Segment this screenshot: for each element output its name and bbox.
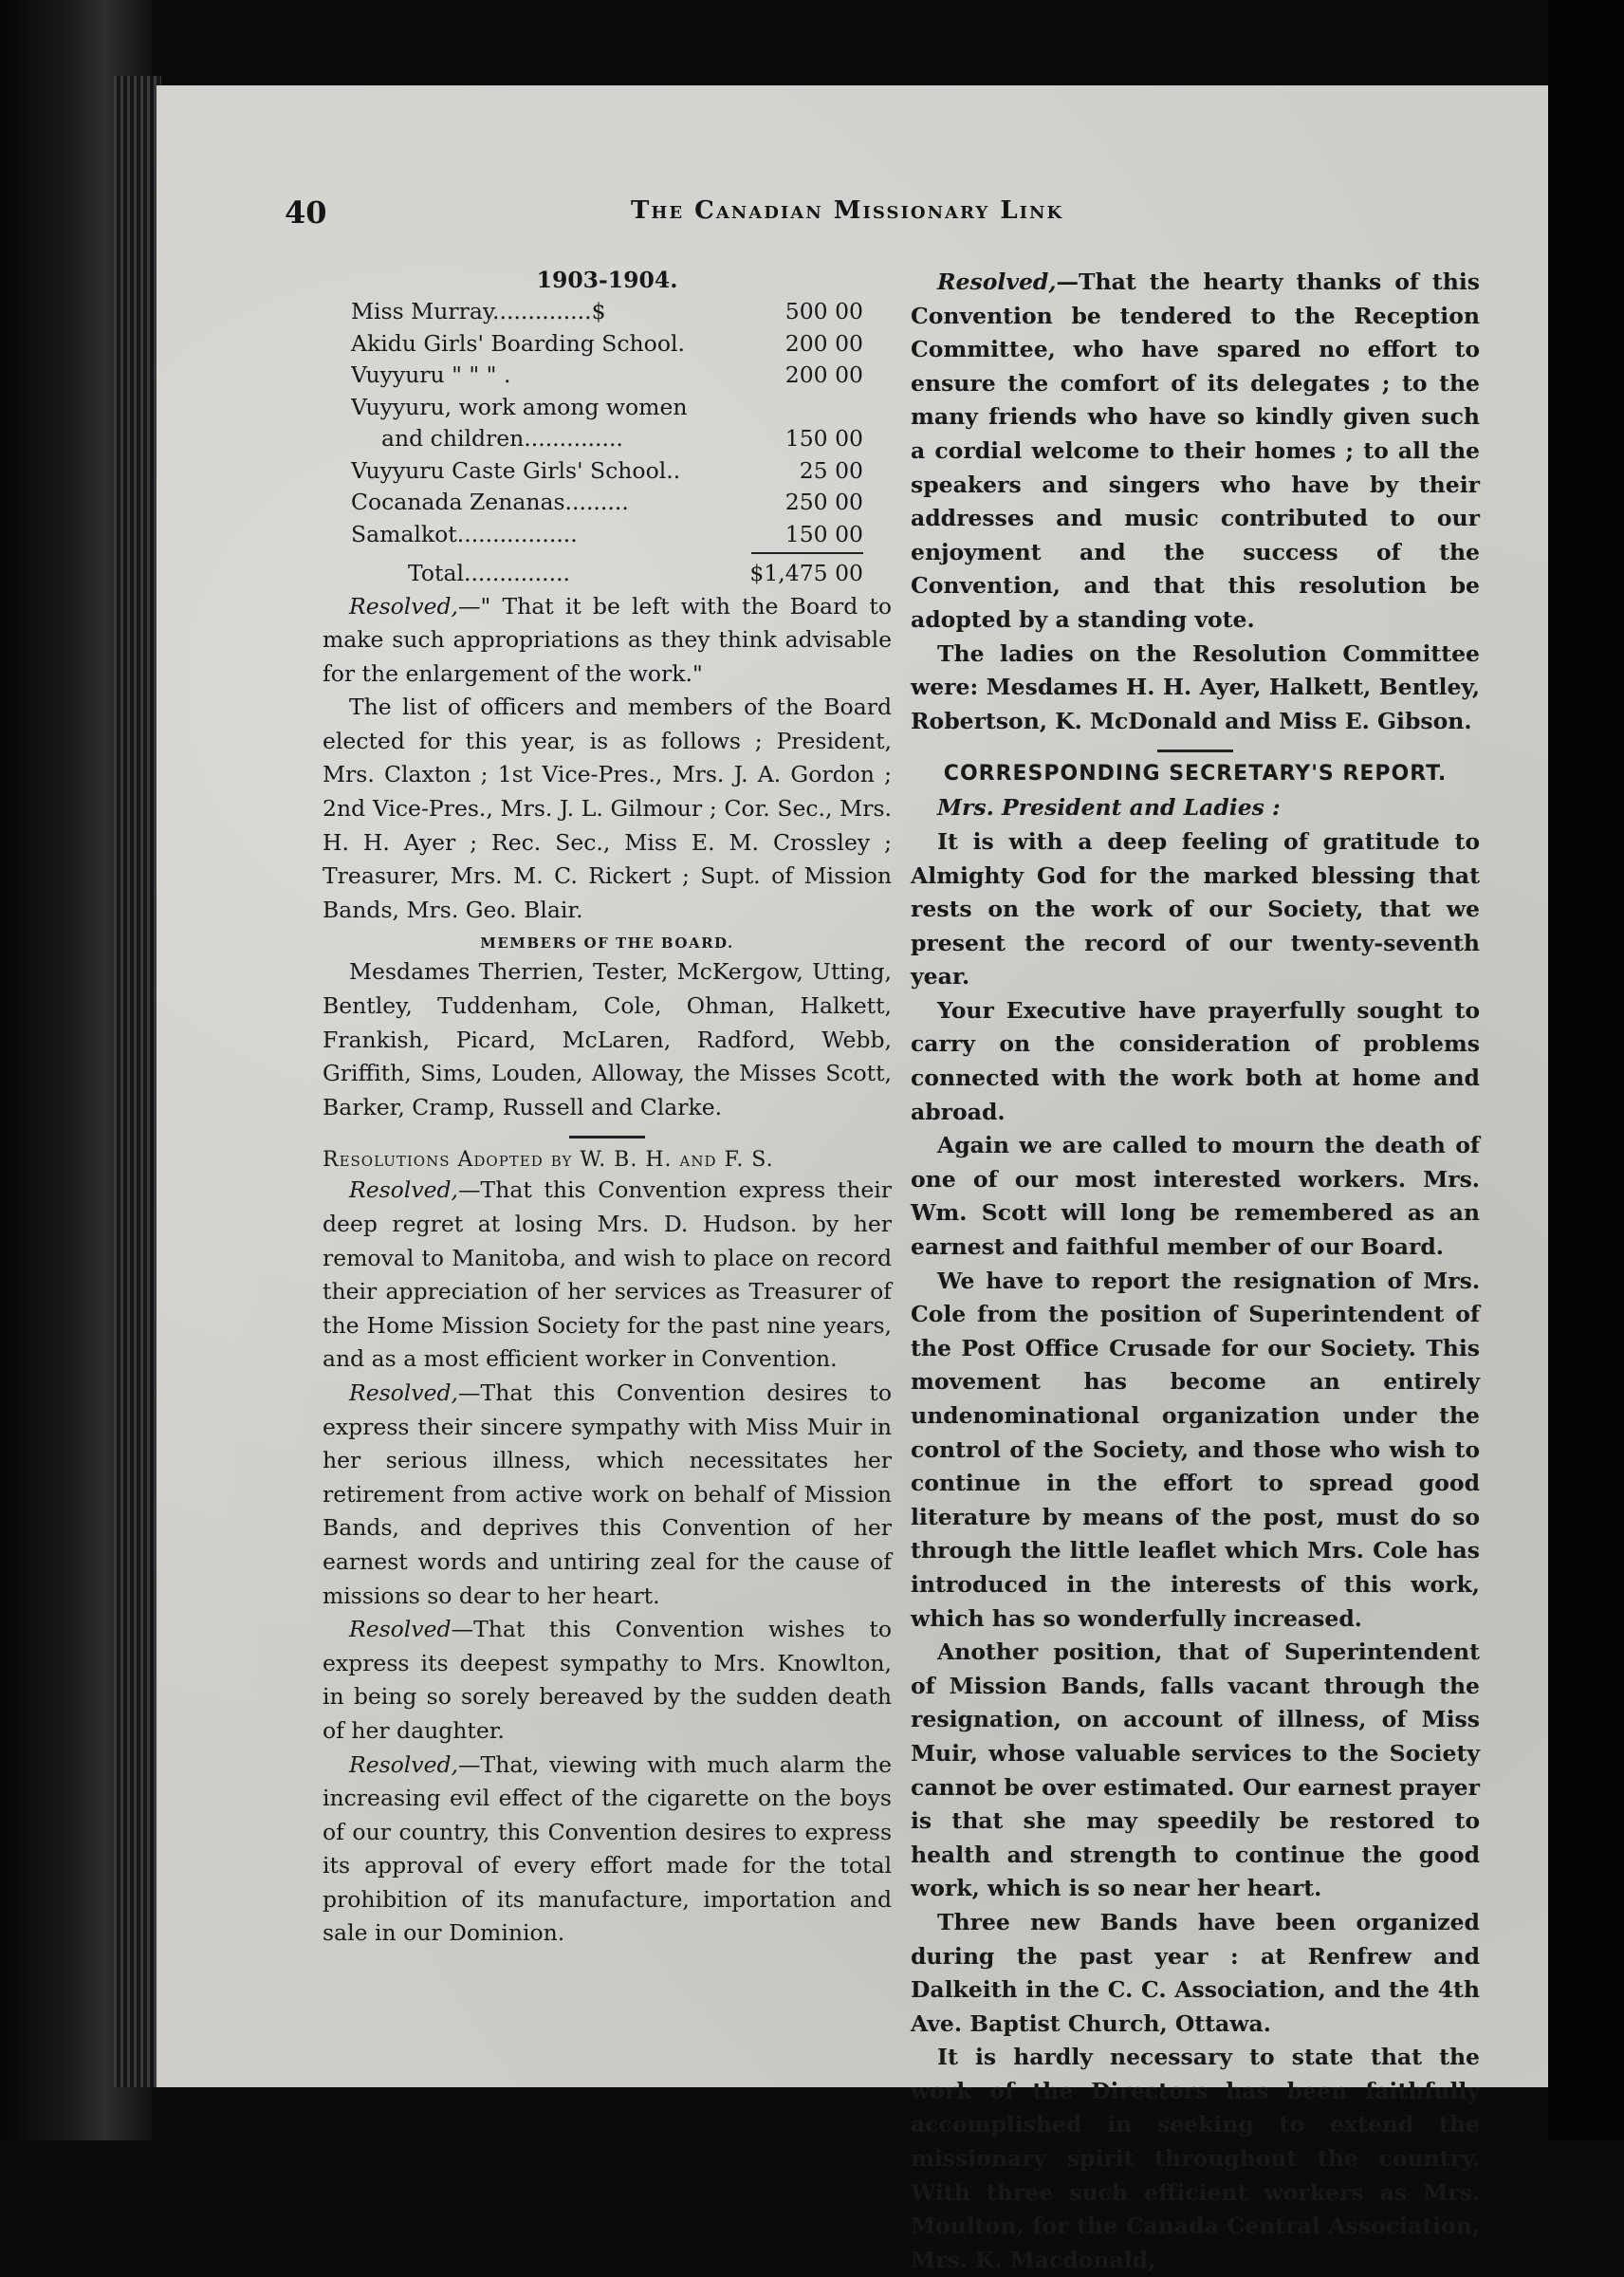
paragraph-text: —That this Convention wishes to express its deepest sympathy to Mrs. Knowlton, in being so sorely bereaved by the sudden death of her daughter.	[323, 1616, 892, 1744]
total-label: Total...............	[408, 560, 571, 586]
members-heading: MEMBERS OF THE BOARD.	[480, 935, 734, 953]
section-divider	[1157, 750, 1233, 752]
appropriations-year: 1903-1904.	[536, 267, 678, 293]
sum-rule	[751, 552, 863, 554]
list-item	[351, 487, 863, 519]
resolved-label: Resolved,	[349, 1176, 459, 1204]
item-amount: 150 00	[784, 520, 863, 547]
item-name: Vuyyuru Caste Girls' School..	[351, 456, 681, 484]
resolved-label: Resolved,	[937, 268, 1057, 295]
resolution-paragraph	[911, 266, 1480, 638]
item-name: Vuyyuru " " " .	[351, 361, 511, 388]
list-item	[351, 296, 863, 328]
journal-title: The Canadian Missionary Link	[631, 196, 1064, 225]
resolved-label: Resolved	[349, 1616, 452, 1643]
report-paragraph: It is with a deep feeling of gratitude to Almighty God for the marked blessing that rests on the work of our Society, that we present the record of our twenty-seventh year.	[911, 827, 1480, 990]
item-name: and children..............	[381, 425, 623, 452]
resolution-paragraph	[323, 590, 892, 692]
item-name: Samalkot.................	[351, 520, 578, 547]
resolution-paragraph	[323, 1174, 892, 1377]
scan-border	[1548, 0, 1624, 2140]
committee-paragraph: The ladies on the Resolution Committee were: Mesdames H. H. Ayer, Halkett, Bentley, Robertson, K. McDonald and Miss E. Gibson.	[911, 639, 1480, 734]
item-amount: 500 00	[784, 298, 863, 324]
report-paragraph: Again we are called to mourn the death of one of our most interested workers. Mrs. Wm. Scott will long be remembered as an earnest and faithful member of our Board.	[911, 1132, 1480, 1261]
resolution-paragraph	[323, 1377, 892, 1613]
list-item	[351, 392, 863, 424]
item-amount: 25 00	[799, 456, 863, 484]
right-column	[911, 266, 1480, 2277]
appropriations-total	[408, 558, 863, 590]
report-paragraph: Another position, that of Superintendent of Mission Bands, falls vacant through the resignation, on account of illness, of Miss Muir, whose valuable services to the Society cannot be over estimated. Our earnest prayer is that she may speedily be restored to health and strength to continue the good work, which is so near her heart.	[911, 1638, 1480, 1902]
total-amount: $1,475 00	[749, 560, 863, 586]
section-divider	[569, 1136, 645, 1138]
running-header	[285, 194, 1518, 232]
item-amount	[751, 392, 863, 424]
resolution-paragraph	[323, 1613, 892, 1748]
report-paragraph: It is hardly necessary to state that the work of the Directors has been faithfully accomplished in seeking to extend the missionary spirit throughout the country. With three such efficient workers as Mrs. Moulton, for the Canada Central Association, Mrs. K. Macdonald,	[911, 2044, 1480, 2273]
list-item	[351, 328, 863, 361]
paragraph-text: —That this Convention desires to express their sincere sympathy with Miss Muir in her serious illness, which necessitates her retirement from active work on behalf of Mission Bands, and deprives this Convention of her earnest words and untiring zeal for the cause of missions so dear to her heart.	[323, 1379, 892, 1609]
page-edges	[114, 76, 161, 2087]
page-number: 40	[285, 194, 327, 231]
report-heading: CORRESPONDING SECRETARY'S REPORT.	[943, 762, 1448, 787]
salutation: Mrs. President and Ladies :	[937, 794, 1281, 822]
report-paragraph: Three new Bands have been organized during the past year : at Renfrew and Dalkeith in the C. C. Association, and the 4th Ave. Baptist Church, Ottawa.	[911, 1908, 1480, 2037]
resolved-label: Resolved,	[349, 1750, 459, 1778]
officers-paragraph: The list of officers and members of the Board elected for this year, is as follows ; President, Mrs. Claxton ; 1st Vice-Pres., Mrs. J. A. Gordon ; 2nd Vice-Pres., Mrs. J. L. Gilmour ; Cor. Sec., Mrs. H. H. Ayer ; Rec. Sec., Miss E. M. Crossley ; Treasurer, Mrs. M. C. Rickert ; Supt. of Mission Bands, Mrs. Geo. Blair.	[323, 694, 892, 923]
list-item	[351, 423, 863, 455]
paragraph-text: —That this Convention express their deep regret at losing Mrs. D. Hudson. by her removal to Manitoba, and wish to place on record their appreciation of her services as Treasurer of the Home Mission Society for the past nine years, and as a most efficient worker in Convention.	[323, 1176, 892, 1373]
list-item	[351, 360, 863, 392]
paragraph-text: —That the hearty thanks of this Convention be tendered to the Reception Committee, who have spared no effort to ensure the comfort of its delegates ; to the many friends who have so kindly given such a cordial welcome to their homes ; to all the speakers and singers who have by their addresses and music contributed to our enjoyment and the success of the Convention, and that this resolution be adopted by a standing vote.	[911, 268, 1480, 633]
item-name: Cocanada Zenanas.........	[351, 489, 629, 515]
item-amount: 150 00	[784, 425, 863, 452]
resolved-label: Resolved,	[349, 592, 459, 620]
report-paragraph: We have to report the resignation of Mrs. Cole from the position of Superintendent of the Post Office Crusade for our Society. This movement has become an entirely undenominational organization under the control of the Society, and those who wish to continue in the effort to spread good literature by means of the post, must do so through the little leaflet which Mrs. Cole has introduced in the interests of this work, which has so wonderfully increased.	[911, 1267, 1480, 1632]
appropriations-list	[351, 296, 863, 554]
item-amount: 250 00	[784, 489, 863, 515]
members-paragraph: Mesdames Therrien, Tester, McKergow, Utting, Bentley, Tuddenham, Cole, Ohman, Halkett, Frankish, Picard, McLaren, Radford, Webb, Griffith, Sims, Louden, Alloway, the Misses Scott, Barker, Cramp, Russell and Clarke.	[323, 958, 892, 1120]
item-amount: 200 00	[784, 361, 863, 388]
item-amount: 200 00	[784, 329, 863, 357]
resolutions-heading: Resolutions Adopted by W. B. H. and F. S.	[323, 1148, 774, 1173]
left-column	[323, 266, 892, 1951]
item-name: Miss Murray..............$	[351, 298, 606, 324]
report-paragraph: Your Executive have prayerfully sought to carry on the consideration of problems connected with the work both at home and abroad.	[911, 996, 1480, 1125]
item-name: Akidu Girls' Boarding School.	[351, 329, 685, 357]
list-item	[351, 455, 863, 488]
list-item	[351, 519, 863, 551]
item-name: Vuyyuru, work among women	[351, 393, 688, 420]
resolved-label: Resolved,	[349, 1379, 459, 1406]
resolution-paragraph	[323, 1749, 892, 1952]
paragraph-text: —That, viewing with much alarm the increasing evil effect of the cigarette on the boys of our country, this Convention desires to express its approval of every effort made for the total prohibition of its manufacture, importation and sale in our Dominion.	[323, 1750, 892, 1947]
paragraph-text: —" That it be left with the Board to make such appropriations as they think advisable for the enlargement of the work."	[323, 592, 892, 687]
